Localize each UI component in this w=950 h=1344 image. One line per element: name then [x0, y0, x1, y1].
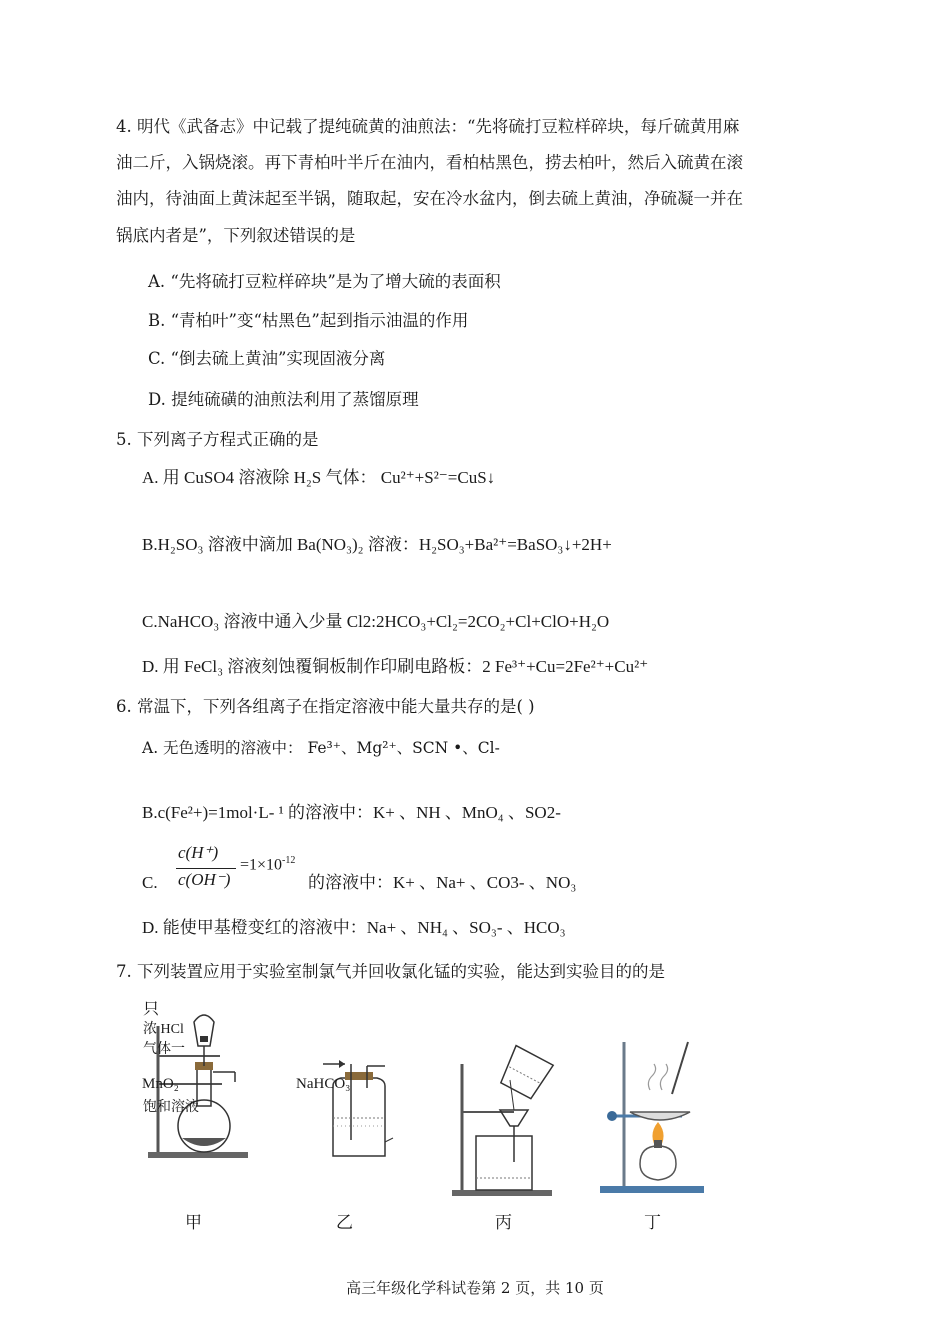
q6-stem: 6. 常温下，下列各组离子在指定溶液中能大量共存的是( ) — [116, 697, 535, 716]
label-nong-hcl: 浓 HCl — [143, 1022, 184, 1037]
q6-option-d: D. 能使甲基橙变红的溶液中：Na+ 、NH₄ 、SO₃- 、HCO₃ — [142, 918, 566, 937]
apparatus-ding — [596, 1036, 716, 1198]
q4-line-4: 锅底内者是”，下列叙述错误的是 — [116, 226, 356, 245]
apparatus-bing-drawing — [448, 1050, 568, 1198]
caption-ding: 丁 — [644, 1213, 661, 1233]
label-mno2: MnO₂ — [142, 1076, 179, 1092]
caption-yi: 乙 — [336, 1213, 353, 1233]
q6-option-b: B.c(Fe²+)=1mol·L- ¹ 的溶液中：K+ 、NH 、MnO₄ 、SO2- — [142, 803, 561, 822]
q5-option-d: D. 用 FeCl₃ 溶液刻蚀覆铜板制作印刷电路板：2 Fe³⁺+Cu=2Fe²⁺+Cu²⁺ — [142, 657, 649, 676]
apparatus-ding-drawing — [596, 1036, 716, 1198]
q6-option-c-fraction — [174, 843, 238, 893]
q5-option-c: C.NaHCO₃ 溶液中通入少量 Cl2:2HCO₃+Cl₂=2CO₂+Cl+ClO+H₂O — [142, 612, 610, 631]
page-footer: 高三年级化学科试卷第 2 页，共 10 页 — [346, 1279, 604, 1297]
label-gas: 气体一 — [143, 1042, 185, 1057]
q7-stem: 7. 下列装置应用于实验室制氯气并回收氯化锰的实验，能达到实验目的的是 — [116, 962, 665, 981]
q5-stem: 5. 下列离子方程式正确的是 — [116, 430, 319, 449]
apparatus-jia — [140, 996, 260, 1166]
q6-option-c-text: 的溶液中：K+ 、Na+ 、CO3- 、NO₃ — [308, 873, 577, 892]
fraction-equals: =1×10 — [240, 856, 283, 874]
q6-option-c-prefix: C. — [142, 873, 158, 892]
q4-option-a: A. “先将硫打豆粒样碎块”是为了增大硫的表面积 — [148, 272, 501, 291]
apparatus-yi — [295, 1060, 405, 1166]
apparatus-bing — [448, 1050, 568, 1198]
q4-line-2: 油二斤，入锅烧滚。再下青柏叶半斤在油内，看柏枯黑色，捞去柏叶，然后入硫黄在滚 — [116, 153, 743, 172]
q4-line-3: 油内，待油面上黄沫起至半锅，随取起，安在冷水盆内，倒去硫上黄油，净硫凝一并在 — [116, 189, 743, 208]
q5-option-b: B.H₂SO₃ 溶液中滴加 Ba(NO₃)₂ 溶液：H₂SO₃+Ba²⁺=BaSO₃↓+2H+ — [142, 535, 612, 554]
fraction-bar — [176, 868, 236, 869]
caption-bing: 丙 — [495, 1213, 512, 1233]
q4-option-c: C. “倒去硫上黄油”实现固液分离 — [148, 349, 386, 368]
q4-option-b: B. “青柏叶”变“枯黑色”起到指示油温的作用 — [148, 311, 469, 330]
q6-option-c-value — [240, 855, 295, 874]
fraction-exponent: -12 — [282, 855, 296, 866]
caption-jia: 甲 — [185, 1213, 202, 1233]
q5-option-a: A. 用 CuSO4 溶液除 H₂S 气体： Cu²⁺+S²⁻=CuS↓ — [142, 468, 496, 487]
label-nahco3: NaHCO₃ — [296, 1076, 351, 1092]
q4-option-d: D. 提纯硫磺的油煎法利用了蒸馏原理 — [148, 390, 419, 409]
q6-option-a: A. 无色透明的溶液中： Fe³⁺、Mg²⁺、SCN •、Cl- — [142, 739, 500, 757]
fraction-denominator: c(OH⁻) — [178, 870, 231, 889]
label-zhi: 只 — [143, 1001, 160, 1018]
fraction-numerator: c(H⁺) — [178, 843, 219, 862]
q4-line-1: 4. 明代《武备志》中记载了提纯硫黄的油煎法：“先将硫打豆粒样碎块，每斤硫黄用麻 — [116, 117, 740, 136]
label-saturated-solution: 饱和溶液 — [143, 1100, 199, 1115]
